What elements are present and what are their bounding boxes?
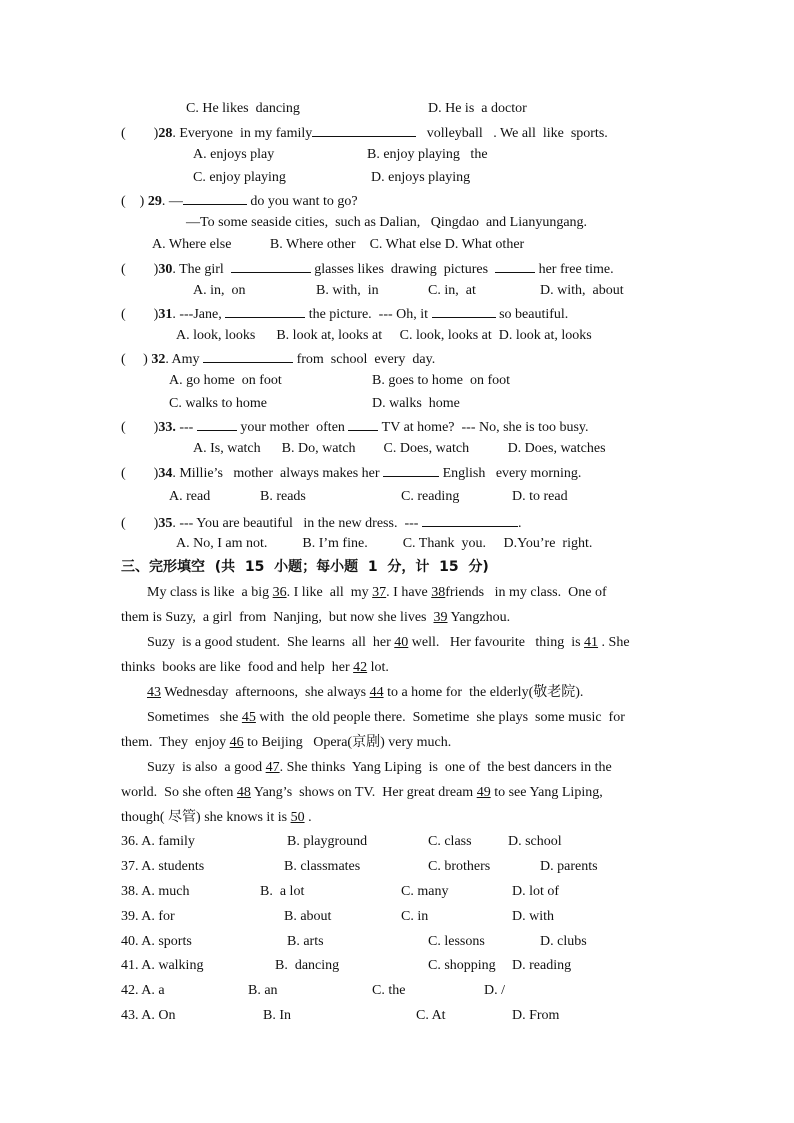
question-stem: . Millie’s mother always makes her (172, 466, 380, 481)
option-d: D. From (512, 1008, 560, 1023)
question-number: 31 (158, 307, 173, 322)
blank-number: 36 (272, 585, 287, 600)
option-a: 43. A. On (121, 1008, 176, 1023)
question-stem-mid: glasses likes drawing pictures (314, 262, 489, 277)
question-stem: --- (179, 420, 194, 435)
question-stem: . Amy (165, 352, 200, 367)
question-33 (121, 418, 589, 437)
option-a: A. enjoys play (193, 147, 275, 162)
blank-number: 50 (290, 810, 305, 825)
option-b: B. with, in (316, 283, 379, 298)
option-d: D. with (512, 909, 554, 924)
passage-line: Suzy is a good student. She learns all her 40 well. Her favourite thing is 41 . She (147, 635, 630, 650)
answer-blank (422, 514, 518, 527)
blank-number: 49 (476, 785, 491, 800)
question-stem: . The girl (172, 262, 224, 277)
question-number: 30 (158, 262, 173, 277)
option-b: B. an (248, 983, 278, 998)
option-b: B. playground (287, 834, 368, 849)
option-b: B. In (263, 1008, 291, 1023)
question-28 (121, 124, 608, 143)
option-d: D. parents (540, 859, 598, 874)
answer-paren: ( ) (121, 466, 159, 481)
answer-paren: ( ) (121, 352, 148, 367)
question-number: 34 (158, 466, 173, 481)
option-d: D. with, about (540, 283, 624, 298)
section-heading: 三、完形填空 (共 15 小题；每小题 1 分，计 15 分) (121, 559, 489, 575)
blank-number: 41 (584, 635, 599, 650)
question-stem: . Everyone in my family (172, 126, 313, 141)
options-row: A. Is, watch B. Do, watch C. Does, watch D. Does, watches (193, 441, 606, 456)
question-stem-end: English every morning. (442, 466, 582, 481)
answer-blank (197, 418, 237, 431)
option-c: C. class (428, 834, 472, 849)
answer-blank (183, 192, 247, 205)
passage-line: them is Suzy, a girl from Nanjing, but now she lives 39 Yangzhou. (121, 610, 511, 625)
question-stem: . ---Jane, (172, 307, 222, 322)
option-b: B. about (284, 909, 332, 924)
passage-line: though( 尽管) she knows it is 50 . (121, 810, 312, 825)
question-stem: . — (161, 194, 183, 209)
passage-line: 43 Wednesday afternoons, she always 44 to a home for the elderly(敬老院). (147, 685, 584, 700)
question-stem: . --- You are beautiful in the new dress. --- (172, 516, 419, 531)
option-d: D. / (484, 983, 505, 998)
blank-number: 39 (433, 610, 448, 625)
question-number: 33. (158, 420, 176, 435)
answer-blank (225, 305, 305, 318)
question-29-dialogue: —To some seaside cities, such as Dalian, Qingdao and Lianyungang. (186, 215, 588, 230)
option-b: B. enjoy playing the (367, 147, 488, 162)
blank-number: 44 (369, 685, 384, 700)
option-c: C. lessons (428, 934, 485, 949)
option-c: C. in (401, 909, 429, 924)
question-stem-end: do you want to go? (250, 194, 358, 209)
answer-blank (203, 350, 293, 363)
options-row: A. No, I am not. B. I’m fine. C. Thank you. D.You’re right. (176, 536, 593, 551)
question-number: 29 (147, 194, 162, 209)
answer-paren: ( ) (121, 126, 159, 141)
answer-blank (383, 464, 439, 477)
answer-paren: ( ) (121, 420, 159, 435)
question-stem-end: her free time. (538, 262, 614, 277)
option-b: B. dancing (275, 958, 340, 973)
answer-blank (312, 124, 416, 137)
option-c: C. the (372, 983, 406, 998)
question-stem-end: . (517, 516, 522, 531)
option-b: B. arts (287, 934, 324, 949)
option-a: 36. A. family (121, 834, 195, 849)
option-c: C. shopping (428, 958, 496, 973)
option-a: A. in, on (193, 283, 246, 298)
answer-paren: ( ) (121, 307, 159, 322)
option-a: A. go home on foot (169, 373, 282, 388)
option-a: A. read (169, 489, 211, 504)
question-29 (121, 192, 358, 211)
passage-line: world. So she often 48 Yang’s shows on TV. Her great dream 49 to see Yang Liping, (121, 785, 603, 800)
blank-number: 46 (229, 735, 244, 750)
option-b: B. a lot (260, 884, 305, 899)
answer-blank (348, 418, 378, 431)
option-d: D. school (508, 834, 562, 849)
option-d: D. to read (512, 489, 568, 504)
option-b: B. classmates (284, 859, 361, 874)
answer-blank (432, 305, 496, 318)
question-31 (121, 305, 568, 324)
question-stem-end: from school every day. (296, 352, 436, 367)
question-stem-end: so beautiful. (499, 307, 569, 322)
answer-blank (495, 260, 535, 273)
option-a: 39. A. for (121, 909, 175, 924)
options-row: A. look, looks B. look at, looks at C. look, looks at D. look at, looks (176, 328, 592, 343)
option-a: 38. A. much (121, 884, 190, 899)
question-34 (121, 464, 581, 483)
option-a: 37. A. students (121, 859, 205, 874)
passage-line: them. They enjoy 46 to Beijing Opera(京剧) very much. (121, 735, 452, 750)
question-number: 28 (158, 126, 173, 141)
question-30 (121, 260, 614, 279)
option-a: 41. A. walking (121, 958, 204, 973)
option-b: B. reads (260, 489, 306, 504)
option-c: C. brothers (428, 859, 491, 874)
option-d: D. lot of (512, 884, 560, 899)
passage-line: Suzy is also a good 47. She thinks Yang Liping is one of the best dancers in the (147, 760, 612, 775)
option-c: C. walks to home (169, 396, 267, 411)
question-stem-mid: your mother often (240, 420, 345, 435)
passage-line: Sometimes she 45 with the old people there. Sometime she plays some music for (147, 710, 625, 725)
option-d: D. clubs (540, 934, 587, 949)
option-a: 42. A. a (121, 983, 165, 998)
answer-paren: ( ) (121, 194, 145, 209)
question-35 (121, 514, 521, 533)
blank-number: 42 (353, 660, 368, 675)
option-d: D. enjoys playing (371, 170, 471, 185)
blank-number: 40 (394, 635, 409, 650)
question-32 (121, 350, 435, 369)
option-d: D. reading (512, 958, 572, 973)
passage-line: thinks books are like food and help her 42 lot. (121, 660, 389, 675)
blank-number: 48 (236, 785, 251, 800)
question-stem-end: volleyball . We all like sports. (426, 126, 608, 141)
answer-paren: ( ) (121, 516, 159, 531)
option-c: C. reading (401, 489, 460, 504)
question-stem-mid: the picture. --- Oh, it (308, 307, 429, 322)
option-c: C. enjoy playing (193, 170, 286, 185)
question-number: 32 (151, 352, 166, 367)
passage-line: My class is like a big 36. I like all my 37. I have 38friends in my class. One of (147, 585, 607, 600)
option-c: C. in, at (428, 283, 476, 298)
options-row: A. Where else B. Where other C. What else D. What other (152, 237, 525, 252)
answer-paren: ( ) (121, 262, 159, 277)
question-stem-end: TV at home? --- No, she is too busy. (381, 420, 589, 435)
blank-number: 37 (372, 585, 387, 600)
option-d: D. He is a doctor (428, 101, 527, 116)
option-a: 40. A. sports (121, 934, 192, 949)
blank-number: 43 (147, 685, 161, 700)
blank-number: 38 (431, 585, 446, 600)
option-c: C. He likes dancing (186, 101, 300, 116)
option-c: C. At (416, 1008, 446, 1023)
option-d: D. walks home (372, 396, 460, 411)
blank-number: 45 (241, 710, 256, 725)
blank-number: 47 (265, 760, 280, 775)
option-c: C. many (401, 884, 449, 899)
answer-blank (231, 260, 311, 273)
option-b: B. goes to home on foot (372, 373, 511, 388)
question-number: 35 (158, 516, 173, 531)
